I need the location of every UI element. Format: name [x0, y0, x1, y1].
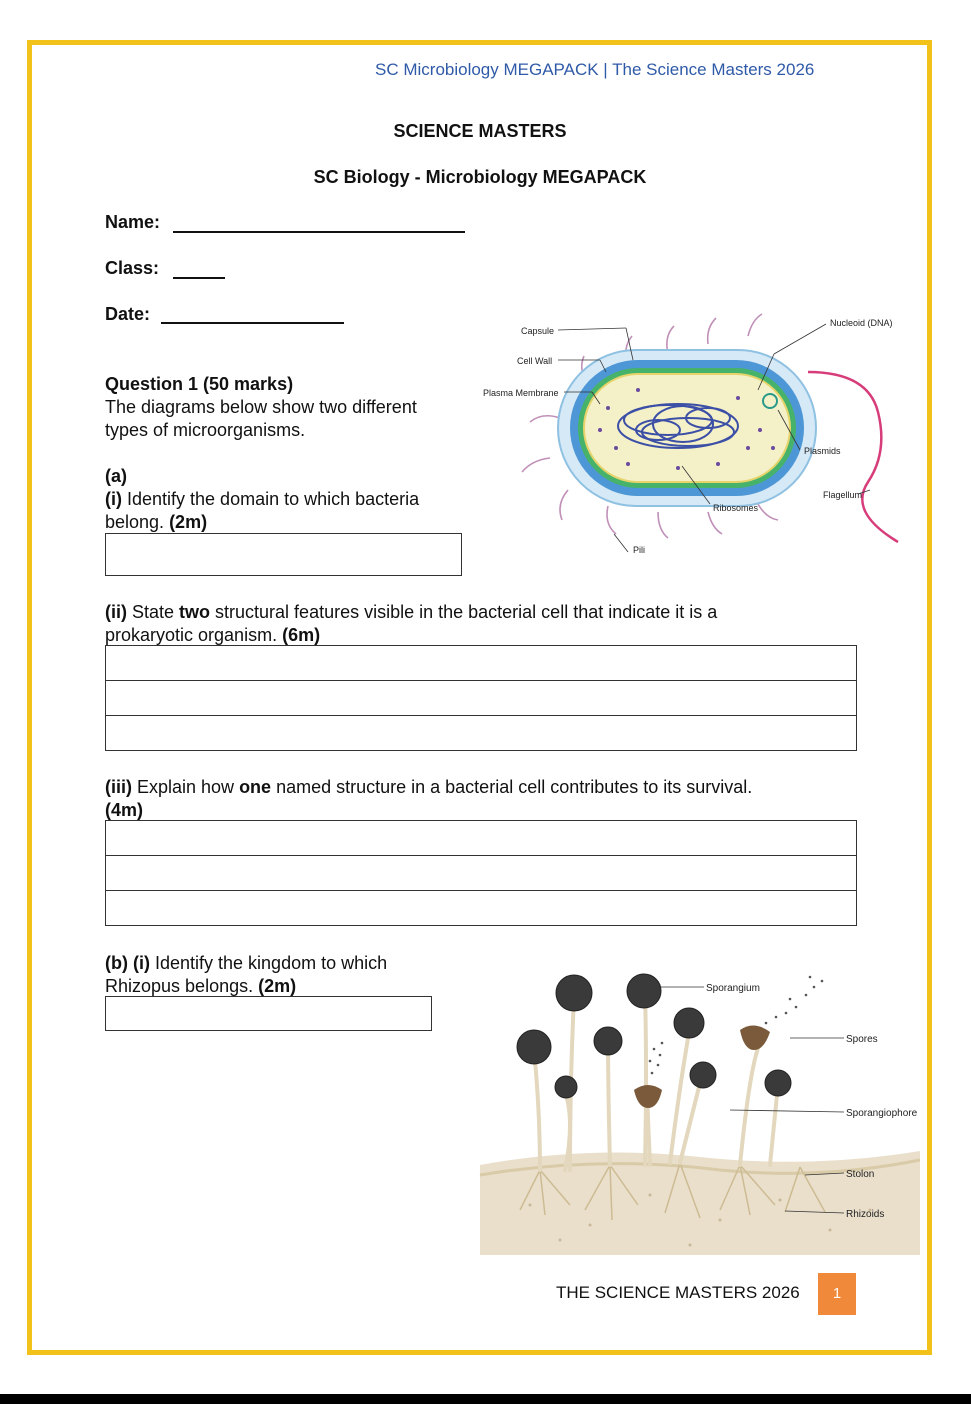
question-b-i: (b) (i) Identify the kingdom to which: [105, 953, 388, 973]
org-title: SCIENCE MASTERS: [393, 121, 567, 141]
label-cell-wall: Cell Wall: [517, 356, 553, 366]
document-title: SC Biology - Microbiology MEGAPACK: [313, 167, 647, 187]
label-nucleoid: Nucleoid (DNA): [830, 318, 893, 328]
label-capsule: Capsule: [521, 326, 555, 336]
label-sporangiophore: Sporangiophore: [846, 1108, 918, 1119]
name-label: Name:: [105, 212, 161, 232]
answer-box-a-iii[interactable]: [105, 820, 857, 926]
question-a-iii: (iii) Explain how one named structure in a bacterial cell contributes to its survival.: [105, 777, 753, 797]
question-a-i-2: belong. (2m): [105, 512, 208, 532]
bottom-bar: [0, 1394, 971, 1404]
answer-line[interactable]: [106, 891, 856, 926]
question-a-ii: (ii) State two structural features visible in the bacterial cell that indicate it is a: [105, 602, 718, 622]
question-intro-1: The diagrams below show two different: [105, 397, 417, 417]
question-a-iii-marks: (4m): [105, 800, 144, 820]
page-number: 1: [818, 1273, 856, 1315]
answer-box-b-i[interactable]: [105, 996, 432, 1031]
question-intro-2: types of microorganisms.: [105, 420, 306, 440]
footer-text: THE SCIENCE MASTERS 2026: [556, 1283, 800, 1302]
label-plasma-membrane: Plasma Membrane: [483, 388, 559, 398]
question-a-i: (i) Identify the domain to which bacteria: [105, 489, 420, 509]
question-b-i-2: Rhizopus belongs. (2m): [105, 976, 297, 996]
answer-line[interactable]: [106, 716, 856, 751]
label-rhizoids: Rhizoids: [846, 1209, 885, 1220]
answer-line[interactable]: [106, 856, 856, 891]
answer-line[interactable]: [106, 646, 856, 681]
running-header: SC Microbiology MEGAPACK | The Science Masters 2026: [375, 60, 815, 79]
date-field[interactable]: [161, 322, 344, 324]
label-stolon: Stolon: [846, 1169, 875, 1180]
part-a-label: (a): [105, 466, 127, 486]
label-plasmids: Plasmids: [804, 446, 841, 456]
label-ribosomes: Ribosomes: [713, 503, 759, 513]
class-label: Class:: [105, 258, 160, 278]
answer-box-a-i[interactable]: [105, 533, 462, 576]
bacterium-diagram: [478, 298, 918, 560]
date-label: Date:: [105, 304, 151, 324]
question-heading: Question 1 (50 marks): [105, 374, 294, 394]
name-field[interactable]: [173, 231, 465, 233]
label-sporangium: Sporangium: [706, 983, 760, 994]
label-pili: Pili: [633, 545, 646, 555]
class-field[interactable]: [173, 277, 225, 279]
answer-line[interactable]: [106, 681, 856, 716]
rhizopus-diagram: [470, 965, 920, 1255]
label-spores: Spores: [846, 1034, 878, 1045]
answer-box-a-ii[interactable]: [105, 645, 857, 751]
question-a-ii-2: prokaryotic organism. (6m): [105, 625, 321, 645]
answer-line[interactable]: [106, 821, 856, 856]
label-flagellum: Flagellum: [823, 490, 863, 500]
